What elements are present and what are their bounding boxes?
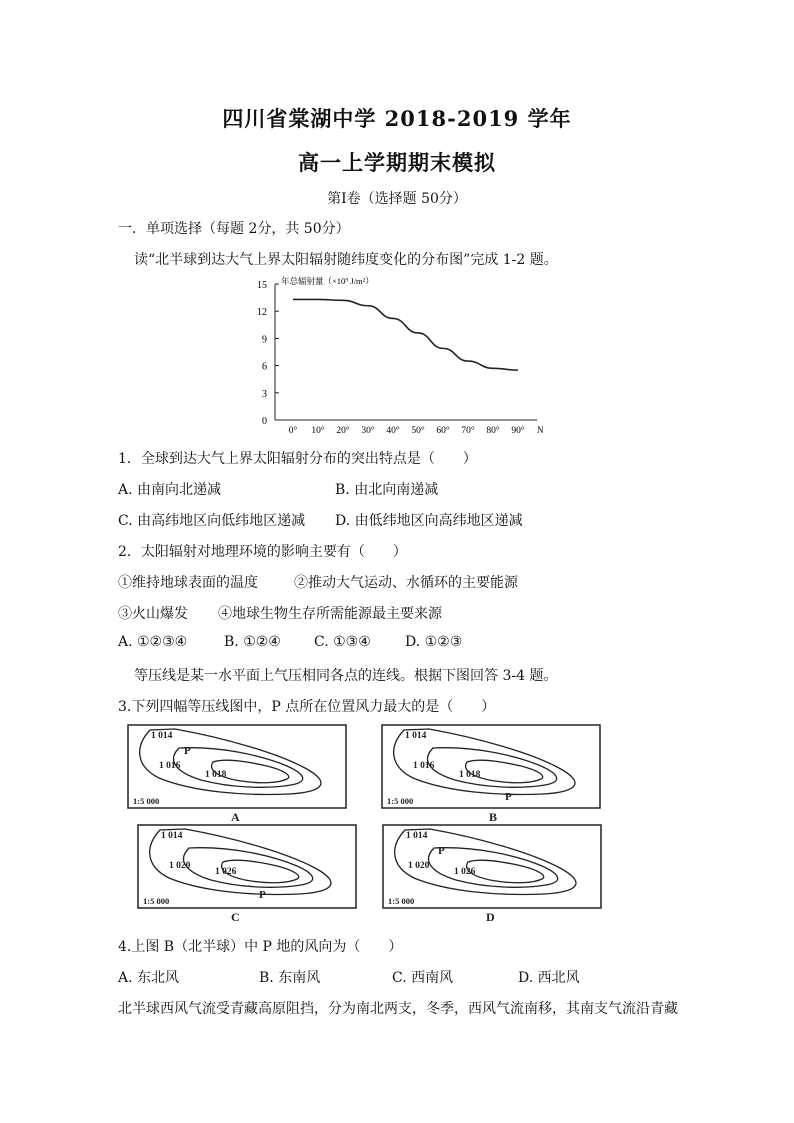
- map-letter: B: [489, 810, 498, 824]
- point-p: P: [505, 791, 512, 803]
- x-tick-label: 30°: [361, 426, 375, 436]
- isobar-map-b: [381, 724, 601, 824]
- x-axis-label: N: [537, 425, 544, 435]
- isobar-middle: [184, 848, 313, 888]
- q2-option-d: D. ①②③: [405, 634, 463, 650]
- isobar-map-c: [137, 824, 357, 924]
- q4-option-b: B. 东南风: [259, 970, 321, 986]
- y-tick-label: 3: [262, 388, 267, 400]
- q2-statement-2: ②推动大气运动、水循环的主要能源: [294, 575, 518, 591]
- x-tick-label: 40°: [386, 426, 400, 436]
- question-1: 1．全球到达大气上界太阳辐射分布的突出特点是（ ）: [118, 451, 477, 467]
- q4-option-d: D. 西北风: [518, 970, 580, 986]
- q2-statement-4: ④地球生物生存所需能源最主要来源: [218, 606, 442, 622]
- map-scale: 1:5 000: [143, 896, 170, 906]
- radiation-chart: [235, 270, 555, 440]
- isobar-label-outer: 1 014: [161, 831, 183, 841]
- isobar-map-a: [127, 724, 347, 824]
- intro-q1-2: 读“北半球到达大气上界太阳辐射随纬度变化的分布图”完成 1-2 题。: [134, 252, 558, 268]
- isobar-label-outer: 1 014: [405, 731, 427, 741]
- isobar-label-inner: 1 018: [205, 770, 227, 780]
- map-scale: 1:5 000: [133, 796, 160, 806]
- y-tick-label: 0: [262, 416, 267, 427]
- q4-option-a: A. 东北风: [118, 970, 180, 986]
- y-tick-label: 9: [262, 334, 267, 346]
- isobar-label-outer: 1 014: [151, 731, 173, 741]
- point-p: P: [184, 745, 191, 757]
- doc-title-line1: 四川省棠湖中学 2018-2019 学年: [222, 106, 572, 131]
- isobar-label-outer: 1 014: [406, 831, 428, 841]
- radiation-chart-plot: [257, 276, 544, 436]
- x-tick-label: 60°: [436, 426, 450, 436]
- map-scale: 1:5 000: [387, 796, 414, 806]
- q1-option-a: A. 由南向北递减: [118, 482, 222, 498]
- isobar-label-middle: 1 020: [408, 861, 430, 871]
- isobar-middle: [429, 848, 558, 888]
- question-3: 3.下列四幅等压线图中，P 点所在位置风力最大的是（ ）: [118, 699, 496, 715]
- y-tick-label: 6: [262, 361, 267, 373]
- question-2: 2．太阳辐射对地理环境的影响主要有（ ）: [118, 544, 407, 560]
- intro-q3-4: 等压线是某一水平面上气压相同各点的连线。根据下图回答 3-4 题。: [134, 668, 558, 684]
- x-tick-label: 20°: [336, 426, 350, 436]
- passage-last-line: 北半球西风气流受青藏高原阻挡，分为南北两支，冬季，西风气流南移，其南支气流沿青藏: [118, 1001, 678, 1017]
- isobar-middle: [428, 748, 557, 788]
- point-p: P: [438, 845, 445, 857]
- isobar-label-middle: 1 020: [169, 861, 191, 871]
- q1-option-d: D. 由低纬地区向高纬地区递减: [335, 513, 523, 529]
- x-tick-label: 0°: [288, 426, 298, 436]
- y-tick-label: 12: [257, 307, 267, 319]
- isobar-map-d: [382, 824, 602, 924]
- q2-option-a: A. ①②③④: [118, 634, 188, 650]
- x-tick-label: 90°: [511, 426, 525, 436]
- q2-statement-1: ①维持地球表面的温度: [118, 575, 258, 591]
- volume-heading: 第Ⅰ卷（选择题 50分）: [327, 191, 467, 207]
- isobar-label-inner: 1 026: [454, 867, 476, 877]
- isobar-label-inner: 1 026: [215, 867, 237, 877]
- q2-option-b: B. ①②④: [224, 634, 281, 650]
- x-tick-label: 50°: [411, 426, 425, 436]
- doc-title-line2: 高一上学期期末模拟: [298, 150, 496, 175]
- point-p: P: [259, 889, 266, 901]
- q4-option-c: C. 西南风: [392, 970, 454, 986]
- isobar-label-inner: 1 018: [459, 770, 481, 780]
- isobar-label-middle: 1 016: [413, 761, 435, 771]
- q1-option-b: B. 由北向南递减: [335, 482, 439, 498]
- x-tick-label: 70°: [461, 426, 475, 436]
- radiation-series-line: [293, 299, 518, 370]
- section-heading: 一．单项选择（每题 2分，共 50分）: [118, 221, 350, 237]
- isobar-inner: [467, 860, 544, 883]
- chart-title: 年总辐射量（×10⁹ J/m²）: [281, 276, 374, 286]
- isobar-middle: [174, 748, 303, 788]
- q1-option-c: C. 由高纬地区向低纬地区递减: [118, 513, 306, 529]
- q2-option-c: C. ①③④: [314, 634, 371, 650]
- y-tick-label: 15: [257, 280, 267, 291]
- map-letter: C: [231, 910, 240, 924]
- map-scale: 1:5 000: [388, 896, 415, 906]
- x-tick-label: 10°: [311, 426, 325, 436]
- isobar-label-middle: 1 016: [159, 761, 181, 771]
- question-4: 4.上图 B（北半球）中 P 地的风向为（ ）: [118, 939, 403, 955]
- map-letter: D: [486, 910, 495, 924]
- x-tick-label: 80°: [486, 426, 500, 436]
- q2-statement-3: ③火山爆发: [118, 606, 188, 622]
- map-letter: A: [231, 810, 240, 824]
